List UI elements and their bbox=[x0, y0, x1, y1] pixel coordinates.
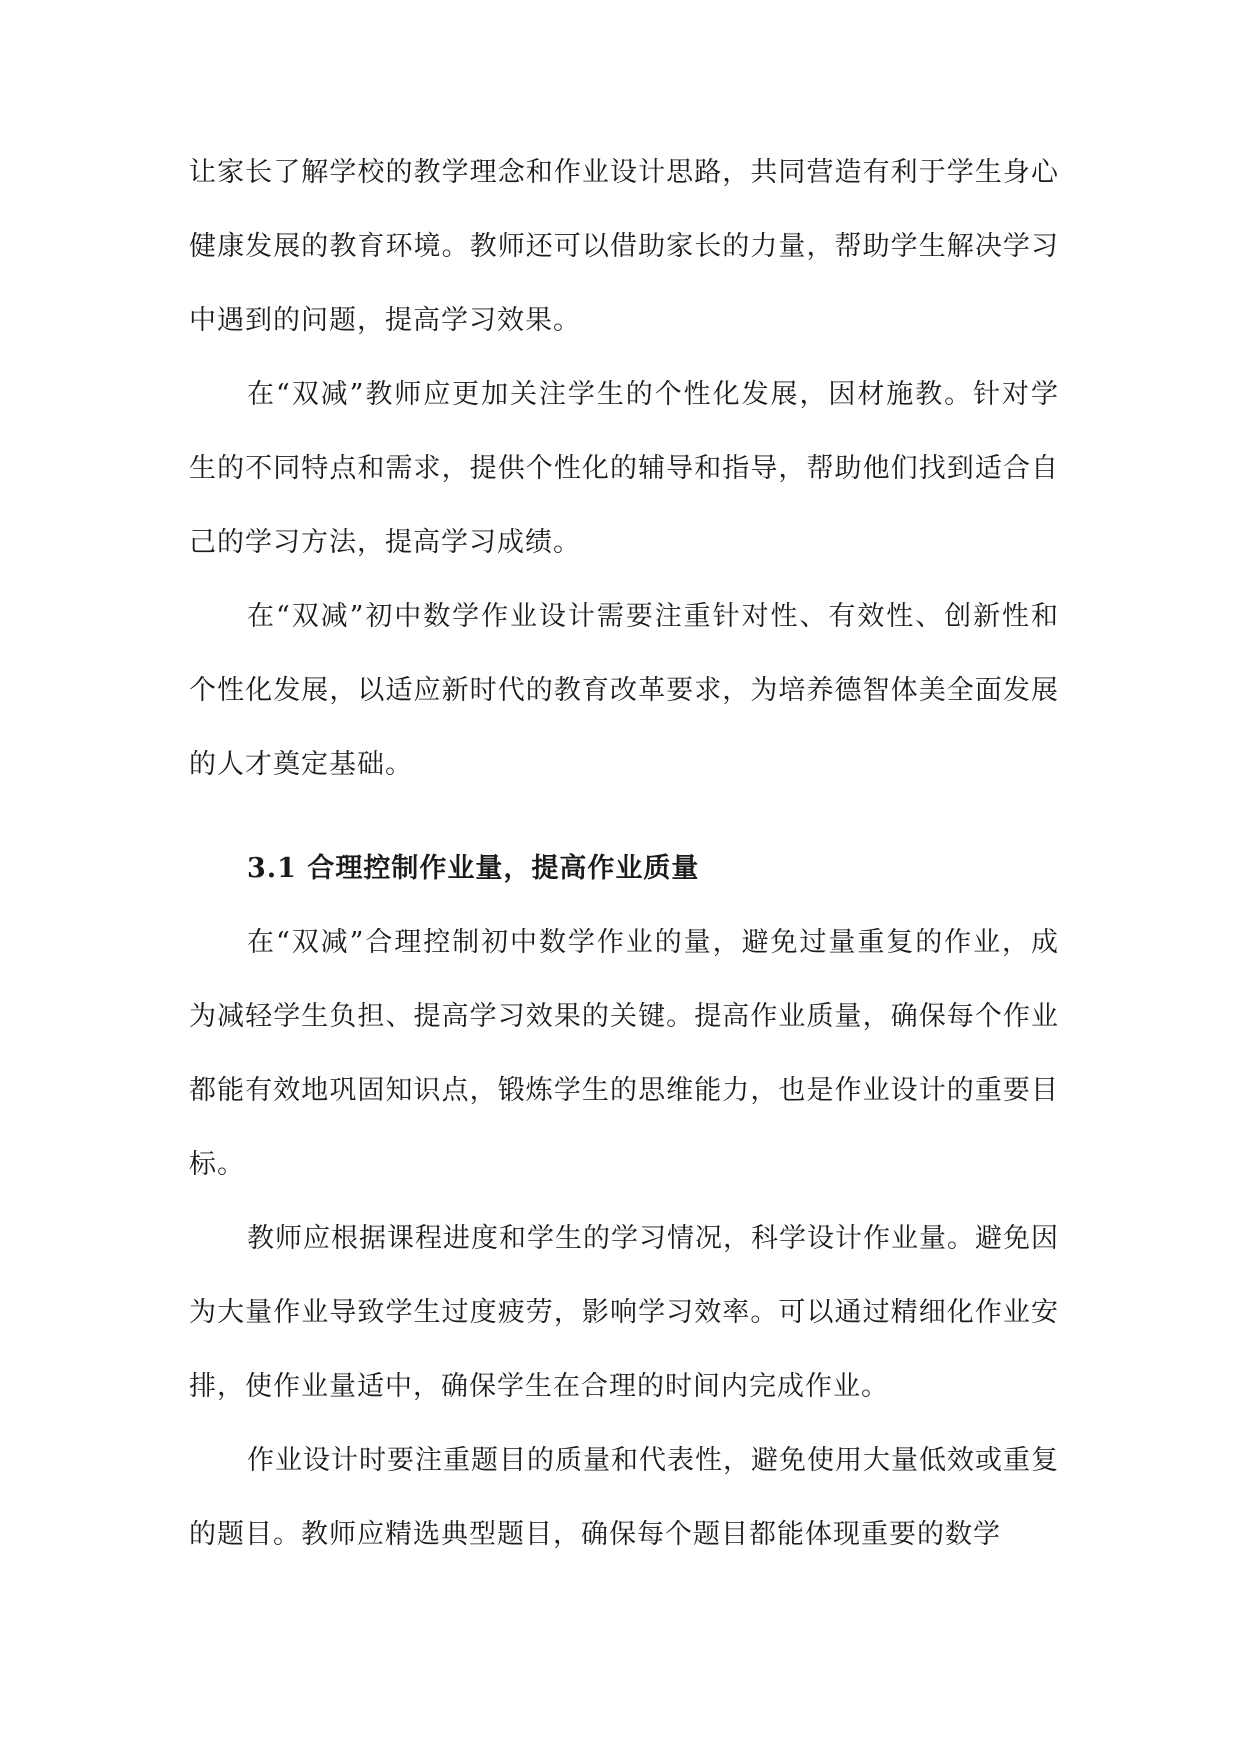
paragraph-individualized-teaching: 在“双减”教师应更加关注学生的个性化发展，因材施教。针对学生的不同特点和需求，提供个性化的辅导和指导，帮助他们找到适合自己的学习方法，提高学习成绩。 bbox=[189, 379, 1059, 558]
paragraph-homework-design-summary: 在“双减”初中数学作业设计需要注重针对性、有效性、创新性和个性化发展，以适应新时代的教育改革要求，为培养德智体美全面发展的人才奠定基础。 bbox=[189, 601, 1059, 780]
paragraph-control-homework-amount: 在“双减”合理控制初中数学作业的量，避免过量重复的作业，成为减轻学生负担、提高学习效果的关键。提高作业质量，确保每个作业都能有效地巩固知识点，锻炼学生的思维能力，也是作业设计的重要目标。 bbox=[189, 927, 1059, 1180]
document-body bbox=[189, 136, 1059, 1572]
paragraph-parent-communication: 让家长了解学校的教学理念和作业设计思路，共同营造有利于学生身心健康发展的教育环境。教师还可以借助家长的力量，帮助学生解决学习中遇到的问题，提高学习效果。 bbox=[189, 157, 1059, 336]
paragraph-scientific-design: 教师应根据课程进度和学生的学习情况，科学设计作业量。避免因为大量作业导致学生过度疲劳，影响学习效率。可以通过精细化作业安排，使作业量适中，确保学生在合理的时间内完成作业。 bbox=[189, 1223, 1059, 1402]
section-heading: 3.1 合理控制作业量，提高作业质量 bbox=[247, 853, 700, 884]
paragraph-question-quality: 作业设计时要注重题目的质量和代表性，避免使用大量低效或重复的题目。教师应精选典型题目，确保每个题目都能体现重要的数学 bbox=[189, 1445, 1059, 1550]
